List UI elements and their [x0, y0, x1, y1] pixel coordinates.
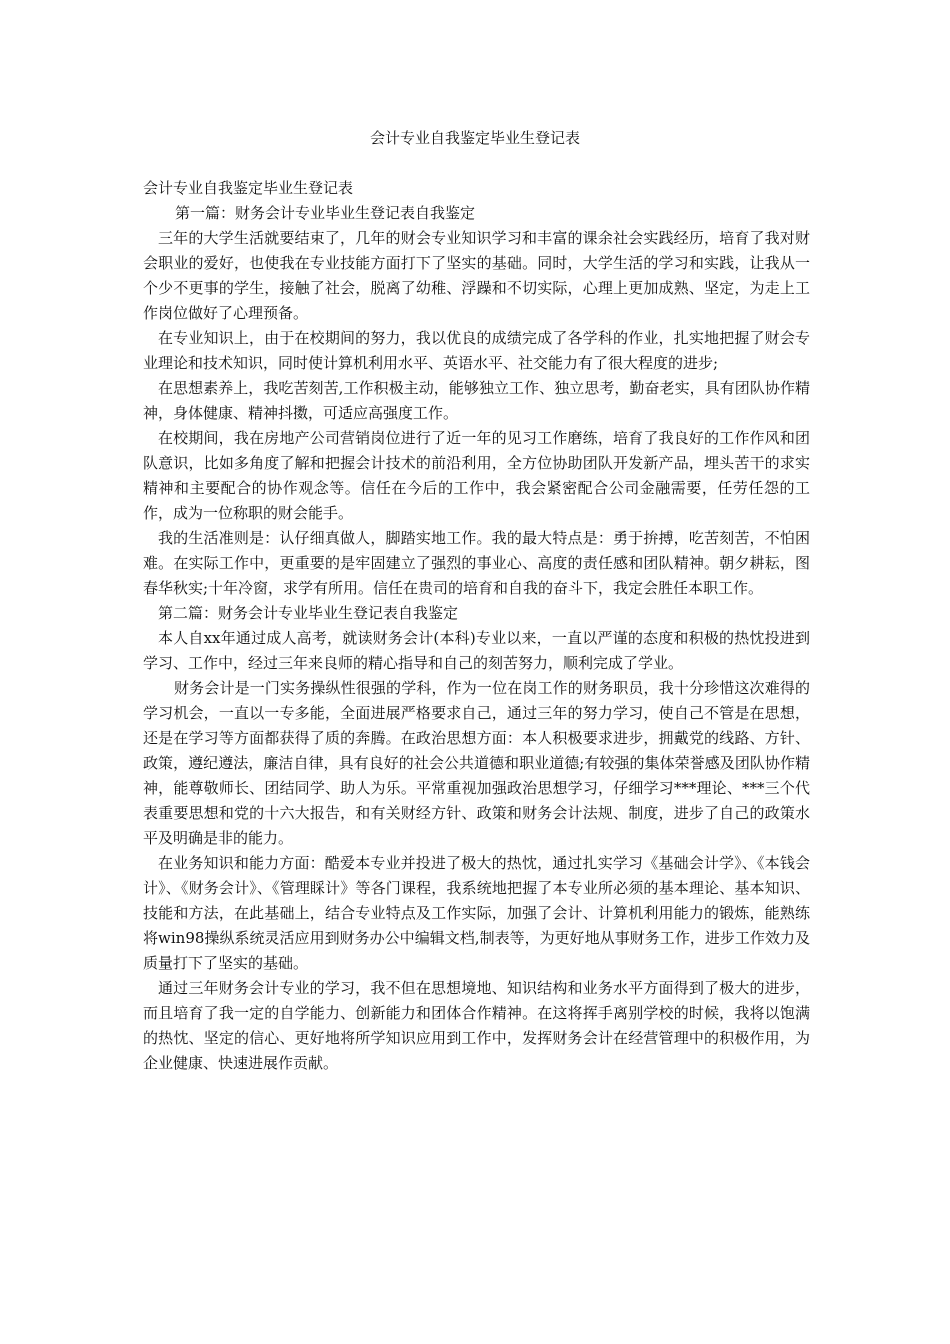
- section2-paragraph: 通过三年财务会计专业的学习，我不但在思想境地、知识结构和业务水平方面得到了极大的进步，而且培育了我一定的自学能力、创新能力和团体合作精神。在这将挥手离别学校的时候，我将以饱满的热忱、坚定的信心、更好地将所学知识应用到工作中，发挥财务会计在经营管理中的积极作用，为企业健康、快速进展作贡献。: [143, 979, 810, 1072]
- section1-paragraph: 在思想素养上，我吃苦刻苦,工作积极主动，能够独立工作、独立思考，勤奋老实，具有团队协作精神，身体健康、精神抖擞，可适应高强度工作。: [143, 379, 810, 422]
- section1-paragraph: 在专业知识上，由于在校期间的努力，我以优良的成绩完成了各学科的作业，扎实地把握了财会专业理论和技术知识，同时使计算机利用水平、英语水平、社交能力有了很大程度的进步;: [143, 329, 810, 372]
- section2-paragraph: 本人自xx年通过成人高考，就读财务会计(本科)专业以来，一直以严谨的态度和积极的热忱投进到学习、工作中，经过三年来良师的精心指导和自己的刻苦努力，顺利完成了学业。: [143, 629, 810, 672]
- section1-paragraph: 三年的大学生活就要结束了，几年的财会专业知识学习和丰富的课余社会实践经历，培育了我对财会职业的爱好，也使我在专业技能方面打下了坚实的基础。同时，大学生活的学习和实践，让我从一个少不更事的学生，接触了社会，脱离了幼稚、浮躁和不切实际，心理上更加成熟、坚定，为走上工作岗位做好了心理预备。: [143, 229, 810, 322]
- document-title: 会计专业自我鉴定毕业生登记表: [369, 129, 580, 147]
- document-subtitle: 会计专业自我鉴定毕业生登记表: [143, 179, 354, 197]
- document-body: [143, 176, 810, 1076]
- section1-heading: 第一篇：财务会计专业毕业生登记表自我鉴定: [175, 204, 476, 222]
- section1-paragraph: 在校期间，我在房地产公司营销岗位进行了近一年的见习工作磨练，培育了我良好的工作作风和团队意识，比如多角度了解和把握会计技术的前沿利用，全方位协助团队开发新产品，埋头苦干的求实精神和主要配合的协作观念等。信任在今后的工作中，我会紧密配合公司金融需要，任劳任怨的工作，成为一位称职的财会能手。: [143, 429, 810, 522]
- section1-paragraph: 我的生活准则是：认仔细真做人，脚踏实地工作。我的最大特点是：勇于拚搏，吃苦刻苦，不怕困难。在实际工作中，更重要的是牢固建立了强烈的事业心、高度的责任感和团队精神。朝夕耕耘，图春华秋实;十年冷窗，求学有所用。信任在贵司的培育和自我的奋斗下，我定会胜任本职工作。: [143, 529, 810, 597]
- section2-paragraph: 财务会计是一门实务操纵性很强的学科，作为一位在岗工作的财务职员，我十分珍惜这次难得的学习机会，一直以一专多能，全面进展严格要求自己，通过三年的努力学习，使自己不管是在思想，还是在学习等方面都获得了质的奔腾。在政治思想方面：本人积极要求进步，拥戴党的线路、方针、政策，遵纪遵法，廉洁自律，具有良好的社会公共道德和职业道德;有较强的集体荣誉感及团队协作精神，能尊敬师长、团结同学、助人为乐。平常重视加强政治思想学习，仔细学习***理论、***三个代表重要思想和党的十六大报告，和有关财经方针、政策和财务会计法规、制度，进步了自己的政策水平及明确是非的能力。: [143, 679, 810, 847]
- section2-paragraph: 在业务知识和能力方面：酷爱本专业并投进了极大的热忱，通过扎实学习《基础会计学》、《本钱会计》、《财务会计》、《管理睬计》等各门课程，我系统地把握了本专业所必须的基本理论、基本知识、技能和方法，在此基础上，结合专业特点及工作实际，加强了会计、计算机利用能力的锻炼，能熟练将win98操纵系统灵活应用到财务办公中编辑文档,制表等，为更好地从事财务工作，进步工作效力及质量打下了坚实的基础。: [143, 854, 810, 972]
- section2-heading: 第二篇：财务会计专业毕业生登记表自我鉴定: [158, 604, 459, 622]
